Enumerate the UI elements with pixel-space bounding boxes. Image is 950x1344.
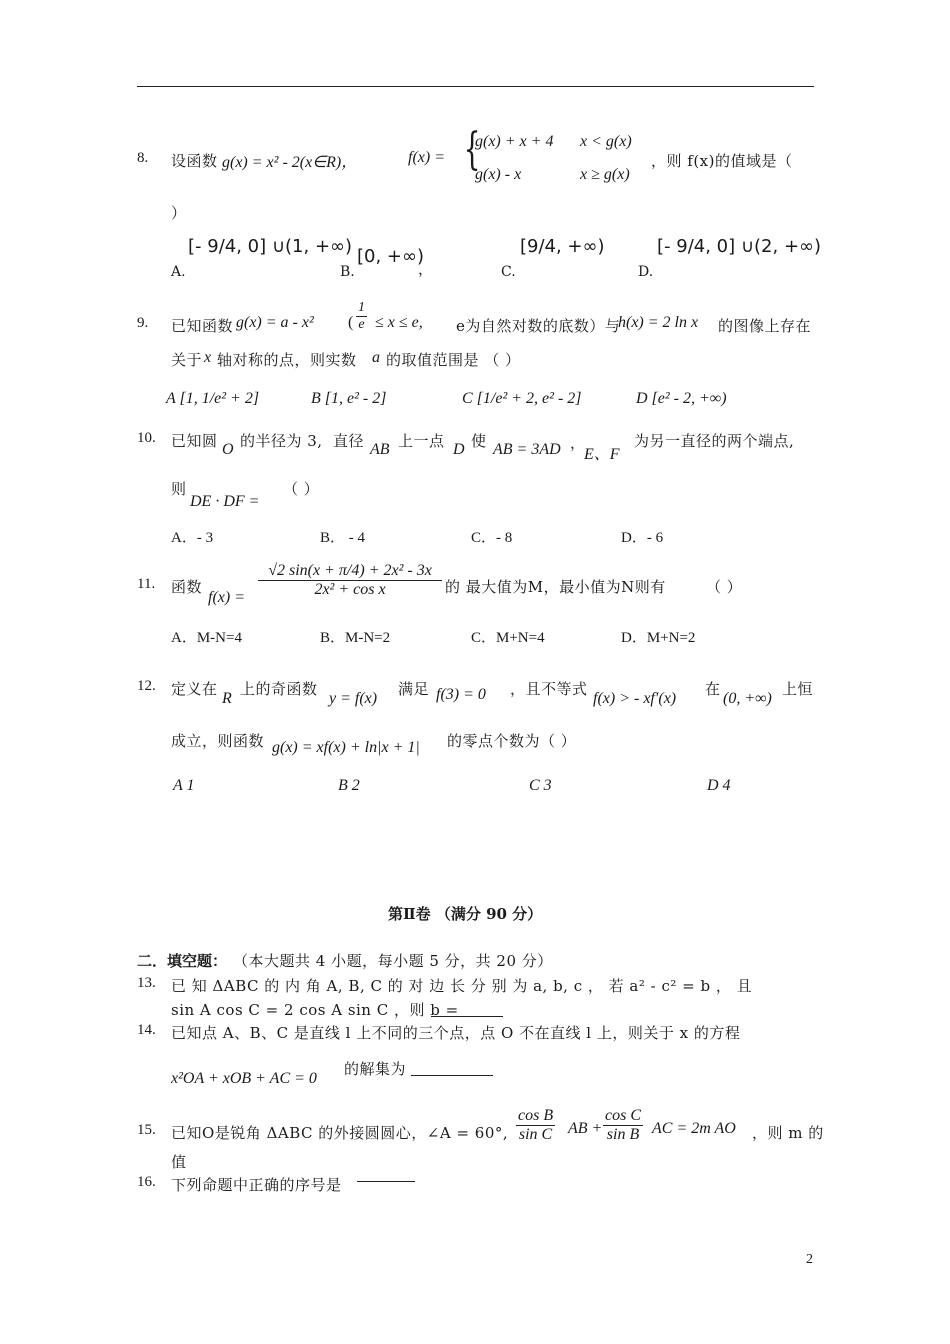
- q15-number: 15.: [137, 1122, 156, 1138]
- q11-option-a: A．M-N=4: [171, 630, 242, 646]
- q9-text-6: 的取值范围是 （ ）: [386, 351, 521, 369]
- q10-text-8: 则: [171, 480, 187, 498]
- part-2-title: 第Ⅱ卷 （满分 90 分）: [388, 905, 543, 923]
- q14-line-1: 已知点 A、B、C 是直线 l 上不同的三个点，点 O 不在直线 l 上，则关于 x 的方程: [171, 1024, 741, 1042]
- q9-option-b: B [1, e² - 2]: [311, 390, 387, 407]
- q12-text-3: 满足: [398, 680, 430, 698]
- q12-option-b: B 2: [338, 777, 360, 794]
- q8-option-c-label: C.: [501, 264, 516, 280]
- q15-text-3: 值: [171, 1153, 187, 1171]
- q15-vector-AB: AB +: [568, 1120, 603, 1137]
- page-number: 2: [806, 1252, 813, 1267]
- section-2-label: 二．填空题：: [137, 952, 228, 970]
- q9-var-x: x: [204, 349, 212, 366]
- q11-option-c: C．M+N=4: [471, 630, 545, 646]
- q10-EF: E、F: [584, 446, 620, 463]
- q9-open-paren: (: [348, 314, 354, 331]
- q15-vector-equation: AC = 2m AO: [652, 1120, 736, 1137]
- q14-answer-blank[interactable]: [411, 1059, 493, 1076]
- q11-option-b: B．M-N=2: [320, 630, 391, 646]
- q12-interval: (0, +∞): [723, 690, 772, 707]
- q12-option-d: D 4: [707, 777, 731, 794]
- q11-number: 11.: [137, 576, 156, 592]
- q15-fraction-1-numerator: cos B: [516, 1107, 555, 1126]
- q10-option-c: C．- 8: [471, 530, 513, 546]
- q8-number: 8.: [137, 150, 149, 166]
- q13-line-1: 已 知 ΔABC 的 内 角 A, B, C 的 对 边 长 分 别 为 a, b, c ， 若 a² - c² = b ， 且: [171, 977, 753, 995]
- q9-option-d: D [e² - 2, +∞): [636, 390, 727, 407]
- q12-R: R: [222, 690, 232, 707]
- q13-answer-blank[interactable]: [431, 1000, 503, 1017]
- q12-text-2: 上的奇函数: [240, 680, 318, 698]
- q12-g-def: g(x) = xf(x) + ln|x + 1|: [272, 739, 420, 756]
- q8-tail: ，则 f(x)的值域是（: [651, 152, 793, 170]
- q9-fraction-1-over-e: $\frac{1}{e}$: [358, 300, 365, 333]
- q9-number: 9.: [137, 315, 149, 331]
- q12-f3: f(3) = 0: [436, 686, 486, 703]
- q13-line-2: sin A cos C = 2 cos A sin C ，则 b =: [171, 1001, 459, 1019]
- q12-text-5: 在: [705, 680, 721, 698]
- q10-equation: AB = 3AD: [493, 441, 561, 458]
- q10-text-6: ，: [570, 434, 586, 452]
- q8-option-c: [9/4, +∞): [520, 236, 605, 257]
- q16-text: 下列命题中正确的序号是: [171, 1176, 342, 1194]
- q10-text-2: 的半径为 3,: [240, 432, 323, 450]
- q8-option-b: [0, +∞): [357, 246, 425, 267]
- q9-text-3: 的图像上存在: [718, 317, 812, 335]
- q14-number: 14.: [137, 1022, 156, 1038]
- q10-D: D: [453, 441, 465, 458]
- q9-g-def: g(x) = a - x²: [236, 314, 314, 331]
- q8-prefix: 设函数: [171, 152, 218, 170]
- q12-number: 12.: [137, 678, 156, 694]
- q9-option-a: A [1, 1/e² + 2]: [166, 390, 260, 407]
- q11-text-1: 函数: [171, 578, 203, 596]
- q8-option-a-label: A.: [171, 264, 186, 280]
- q15-fraction-1-denominator: sin C: [518, 1126, 553, 1144]
- q8-case1-expr: g(x) + x + 4: [475, 133, 554, 150]
- q16-number: 16.: [137, 1174, 156, 1190]
- q15-fraction-1: [516, 1107, 555, 1145]
- q12-text-6: 上恒: [782, 680, 814, 698]
- q15-text-2: ，则 m 的: [752, 1124, 824, 1142]
- q10-option-b: B． - 4: [320, 530, 366, 546]
- q15-fraction-2: [603, 1107, 643, 1145]
- q11-option-d: D．M+N=2: [621, 630, 696, 646]
- q10-AB: AB: [370, 441, 390, 458]
- q9-text-5: 轴对称的点，则实数: [217, 351, 357, 369]
- q9-text-4: 关于: [171, 351, 203, 369]
- q12-text-4: ，且不等式: [510, 680, 588, 698]
- q8-case2-cond: x ≥ g(x): [580, 166, 630, 183]
- q15-fraction-2-numerator: cos C: [603, 1107, 643, 1126]
- q8-g-def: g(x) = x² - 2(x∈R)，: [222, 154, 358, 171]
- q10-expression: DE · DF =: [190, 493, 260, 510]
- q10-text-1: 已知圆: [171, 432, 218, 450]
- q8-case2-expr: g(x) - x: [475, 166, 522, 183]
- q11-paren: （ ）: [706, 578, 743, 596]
- q12-text-1: 定义在: [171, 680, 218, 698]
- q8-brace: {: [463, 124, 481, 175]
- q15-fraction-2-denominator: sin B: [606, 1126, 640, 1144]
- q11-text-2: 的 最大值为M，最小值为N则有: [445, 578, 666, 596]
- q10-circle-O: O: [222, 441, 234, 458]
- q14-equation: x²OA + xOB + AC = 0: [171, 1070, 317, 1087]
- q8-option-d-label: D.: [638, 264, 654, 280]
- q11-lhs: f(x) =: [208, 589, 245, 606]
- q8-case1-cond: x < g(x): [580, 133, 632, 150]
- q12-text-7: 成立，则函数: [171, 732, 265, 750]
- q16-answer-blank[interactable]: [357, 1181, 415, 1182]
- q12-text-8: 的零点个数为（ ）: [447, 732, 577, 750]
- q10-paren: （ ）: [283, 480, 320, 498]
- q9-h-def: h(x) = 2 ln x: [618, 314, 699, 331]
- q8-option-a: [- 9/4, 0] ∪(1, +∞): [188, 236, 353, 257]
- q12-option-c: C 3: [529, 777, 552, 794]
- q8-option-b-tail: ，: [418, 260, 434, 278]
- q9-var-a: a: [372, 349, 380, 366]
- q11-fraction: [258, 562, 442, 600]
- section-2-description: （本大题共 4 小题，每小题 5 分，共 20 分）: [233, 952, 553, 970]
- q10-text-3: 直径: [333, 432, 365, 450]
- q14-tail: 的解集为: [344, 1060, 407, 1078]
- q10-option-d: D．- 6: [621, 530, 664, 546]
- q12-inequality: f(x) > - xf′(x): [593, 690, 677, 707]
- q11-denominator: 2x² + cos x: [314, 581, 386, 599]
- q11-numerator: √2 sin(x + π/4) + 2x² - 3x: [258, 562, 442, 581]
- q12-option-a: A 1: [173, 777, 195, 794]
- q8-close: ）: [171, 204, 187, 222]
- q10-number: 10.: [137, 430, 156, 446]
- q15-text-1: 已知O是锐角 ΔABC 的外接圆圆心，∠A = 60°,: [171, 1124, 509, 1142]
- q9-text-2: e为自然对数的底数）与: [456, 317, 621, 335]
- q12-y-def: y = f(x): [329, 690, 378, 707]
- q13-number: 13.: [137, 975, 156, 991]
- q9-range: ≤ x ≤ e,: [375, 314, 423, 331]
- q9-text-1: 已知函数: [171, 317, 234, 335]
- q8-option-d: [- 9/4, 0] ∪(2, +∞): [657, 236, 822, 257]
- q10-text-5: 使: [471, 432, 487, 450]
- q8-f-lhs: f(x) =: [408, 149, 445, 166]
- q10-text-4: 上一点: [398, 432, 445, 450]
- q8-option-b-label: B.: [340, 264, 355, 280]
- q10-option-a: A．- 3: [171, 530, 214, 546]
- q9-option-c: C [1/e² + 2, e² - 2]: [462, 390, 582, 407]
- header-rule: [137, 86, 814, 87]
- q10-text-7: 为另一直径的两个端点,: [634, 432, 795, 450]
